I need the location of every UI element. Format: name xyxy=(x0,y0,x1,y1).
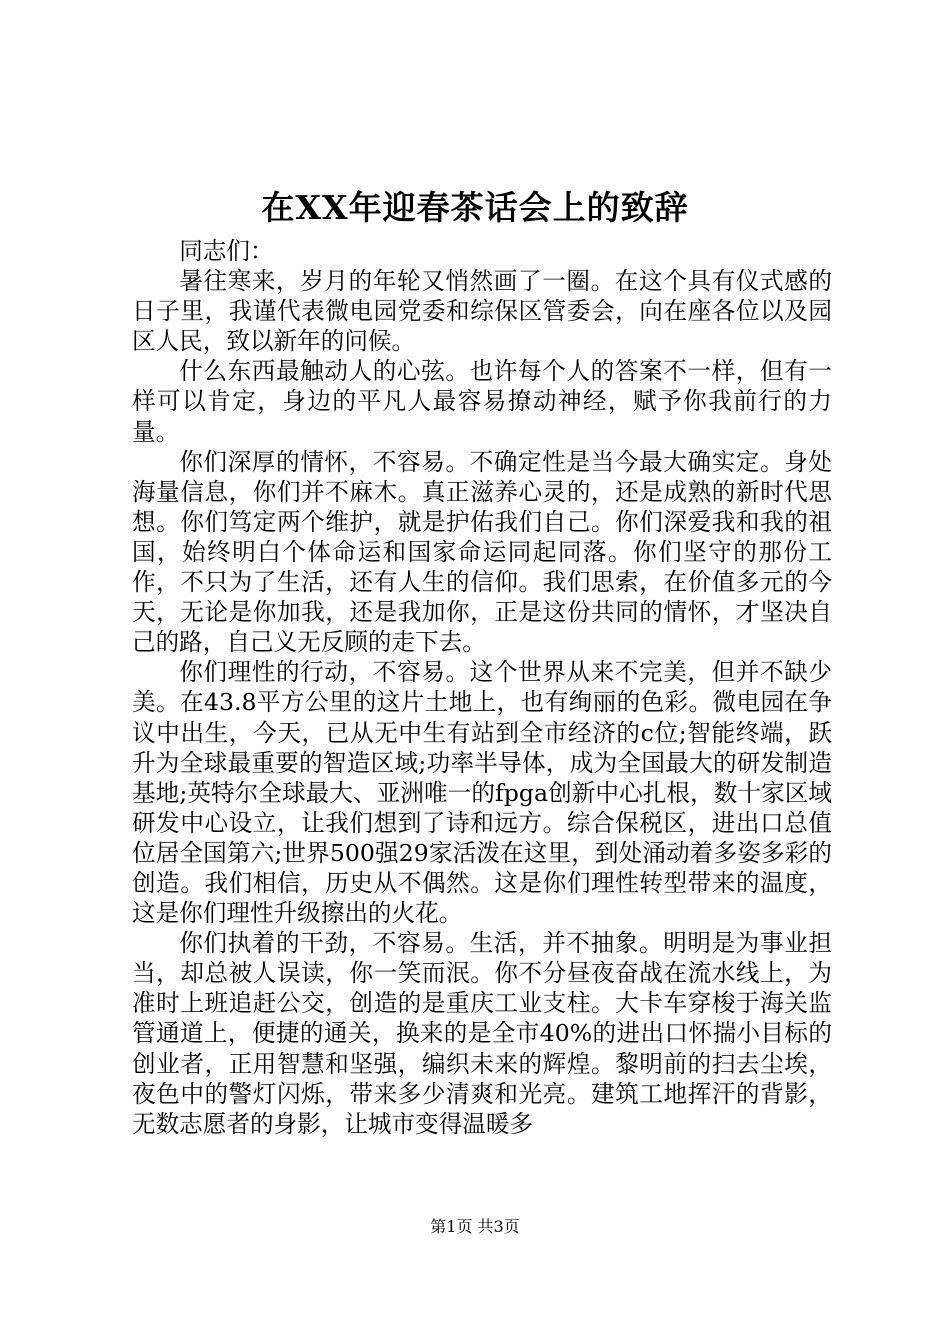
paragraph: 什么东西最触动人的心弦。也许每个人的答案不一样，但有一样可以肯定，身边的平凡人最容易撩动神经，赋予你我前行的力量。 xyxy=(132,357,832,446)
document-body xyxy=(132,236,832,1139)
paragraph: 暑往寒来，岁月的年轮又悄然画了一圈。在这个具有仪式感的日子里，我谨代表微电园党委和综保区管委会，向在座各位以及园区人民，致以新年的问候。 xyxy=(132,267,832,356)
paragraph: 你们执着的干劲，不容易。生活，并不抽象。明明是为事业担当，却总被人误读，你一笑而泯。你不分昼夜奋战在流水线上，为准时上班追赶公交，创造的是重庆工业支柱。大卡车穿梭于海关监管通道上，便捷的通关，换来的是全市40%的进出口怀揣小目标的创业者，正用智慧和坚强，编织未来的辉煌。黎明前的扫去尘埃，夜色中的警灯闪烁，带来多少清爽和光亮。建筑工地挥汗的背影，无数志愿者的身影，让城市变得温暖多 xyxy=(132,929,832,1138)
paragraph: 你们理性的行动，不容易。这个世界从来不完美，但并不缺少美。在43.8平方公里的这片土地上，也有绚丽的色彩。微电园在争议中出生，今天，已从无中生有站到全市经济的c位;智能终端，跃升为全球最重要的智造区域;功率半导体，成为全国最大的研发制造基地;英特尔全球最大、亚洲唯一的fpga创新中心扎根，数十家区域研发中心设立，让我们想到了诗和远方。综合保税区，进出口总值位居全国第六;世界500强29家活泼在这里，到处涌动着多姿多彩的创造。我们相信，历史从不偶然。这是你们理性转型带来的温度，这是你们理性升级擦出的火花。 xyxy=(132,658,832,928)
document-title: 在XX年迎春茶话会上的致辞 xyxy=(261,188,689,227)
paragraph: 你们深厚的情怀，不容易。不确定性是当今最大确实定。身处海量信息，你们并不麻木。真正滋养心灵的，还是成熟的新时代思想。你们笃定两个维护，就是护佑我们自己。你们深爱我和我的祖国，始终明白个体命运和国家命运同起同落。你们坚守的那份工作，不只为了生活，还有人生的信仰。我们思索，在价值多元的今天，无论是你加我，还是我加你，正是这份共同的情怀，才坚决自己的路，自己义无反顾的走下去。 xyxy=(132,447,832,657)
page-number-footer: 第1页 共3页 xyxy=(430,1217,520,1236)
greeting: 同志们： xyxy=(179,237,274,265)
